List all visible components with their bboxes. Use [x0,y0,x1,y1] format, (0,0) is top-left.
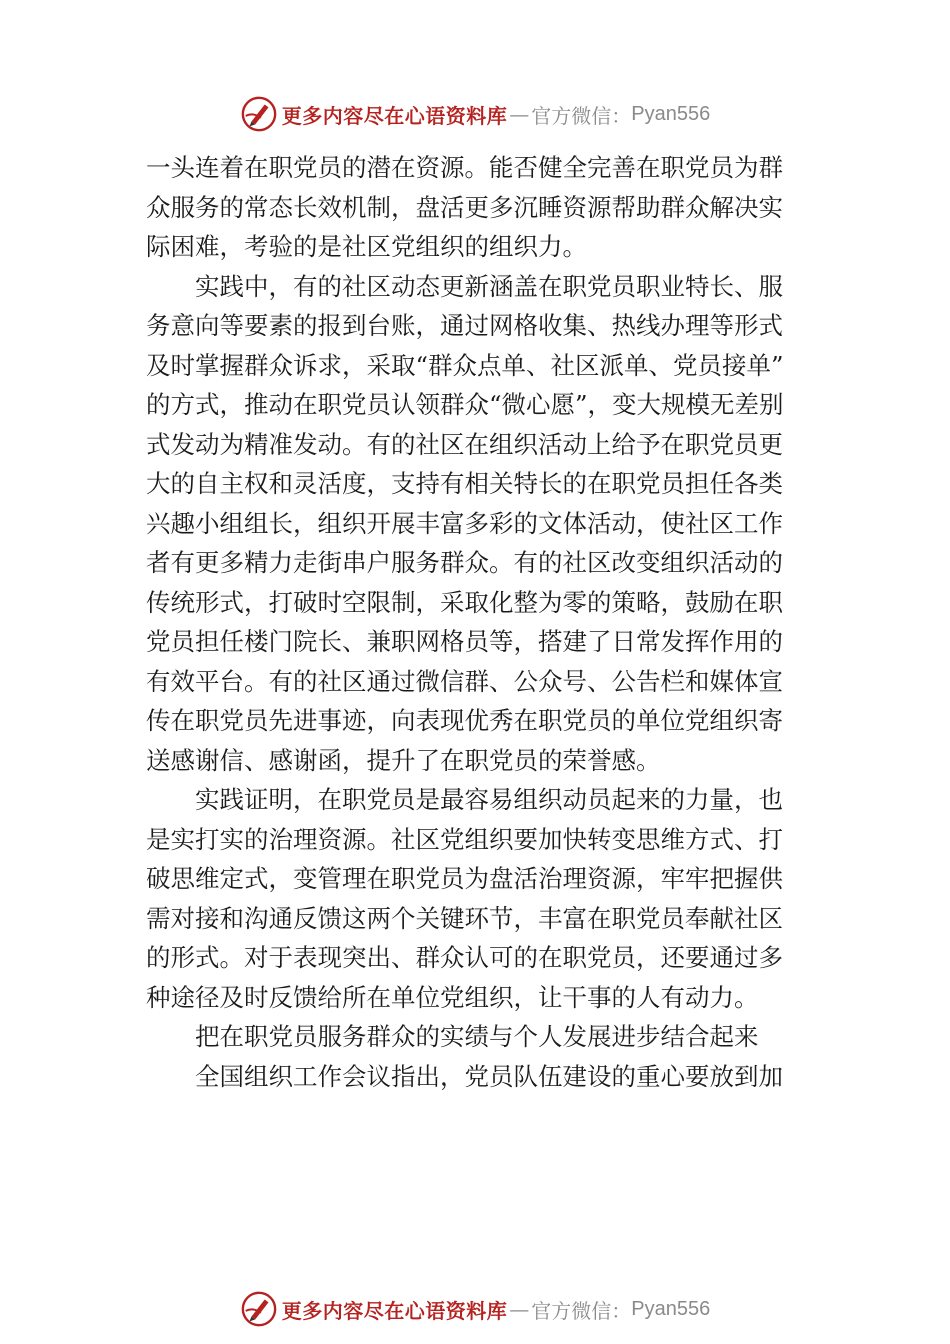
text-line: 及时掌握群众诉求，采取“群众点单、社区派单、党员接单” [146,350,784,380]
pen-logo-icon [240,1290,278,1328]
banner-label: 官方微信： [531,1298,632,1323]
text-line: 的形式。对于表现突出、群众认可的在职党员，还要通过多 [146,943,783,972]
header-banner [0,94,950,134]
banner-dash: — [509,1297,530,1321]
banner-account: Pyan556 [631,102,711,125]
text-line: 传在职党员先进事迹，向表现优秀在职党员的单位党组织寄 [146,706,783,735]
text-line: 大的自主权和灵活度，支持有相关特长的在职党员担任各类 [146,469,783,498]
banner-label: 官方微信： [531,103,632,128]
text-line: 送感谢信、感谢函，提升了在职党员的荣誉感。 [146,745,661,775]
text-line: 式发动为精准发动。有的社区在组织活动上给予在职党员更 [146,429,783,459]
text-line: 需对接和沟通反馈这两个关键环节，丰富在职党员奉献社区 [146,903,783,933]
text-line: 者有更多精力走街串户服务群众。有的社区改变组织活动的 [146,548,783,577]
text-line: 全国组织工作会议指出，党员队伍建设的重心要放到加 [195,1061,783,1091]
text-line: 传统形式，打破时空限制，采取化整为零的策略，鼓励在职 [146,587,783,617]
footer-banner [0,1289,950,1329]
text-line: 党员担任楼门院长、兼职网格员等，搭建了日常发挥作用的 [146,627,783,656]
text-line: 破思维定式，变管理在职党员为盘活治理资源，牢牢把握供 [146,864,783,893]
text-line: 实践中，有的社区动态更新涵盖在职党员职业特长、服 [195,271,783,301]
banner-text: 更多内容尽在心语资料库 [281,103,508,128]
text-line: 的方式，推动在职党员认领群众“微心愿”，变大规模无差别 [146,390,784,419]
text-line: 有效平台。有的社区通过微信群、公众号、公告栏和媒体宣 [146,666,783,696]
text-line: 际困难，考验的是社区党组织的组织力。 [146,232,587,261]
text-line: 把在职党员服务群众的实绩与个人发展进步结合起来 [195,1022,759,1051]
text-line: 务意向等要素的报到台账，通过网格收集、热线办理等形式 [146,311,783,340]
text-line: 实践证明，在职党员是最容易组织动员起来的力量，也 [195,785,783,814]
text-line: 种途径及时反馈给所在单位党组织，让干事的人有动力。 [146,982,759,1012]
banner-dash: — [509,102,530,126]
document-body [146,148,808,1096]
pen-logo-icon [240,95,278,133]
text-line: 众服务的常态长效机制，盘活更多沉睡资源帮助群众解决实 [146,192,783,222]
banner-text: 更多内容尽在心语资料库 [281,1298,508,1323]
text-line: 一头连着在职党员的潜在资源。能否健全完善在职党员为群 [146,153,783,182]
banner-account: Pyan556 [631,1297,711,1320]
text-line: 是实打实的治理资源。社区党组织要加快转变思维方式、打 [146,824,783,854]
text-line: 兴趣小组组长，组织开展丰富多彩的文体活动，使社区工作 [146,508,783,538]
